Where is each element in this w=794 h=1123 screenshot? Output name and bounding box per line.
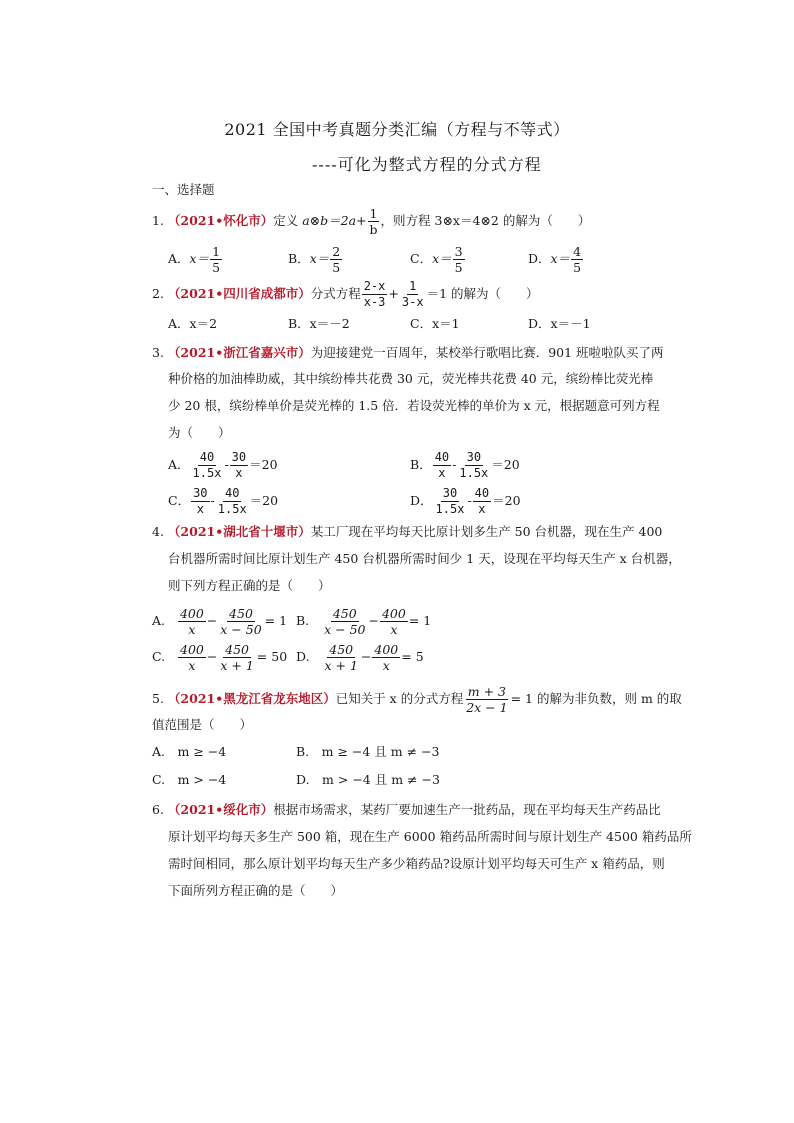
document-subtitle: ----可化为整式方程的分式方程 (312, 155, 542, 174)
question-3-line-2: 种价格的加油棒助威，其中缤纷棒共花费 30 元，荧光棒共花费 40 元，缤纷棒比荧光棒 (168, 371, 654, 386)
q4-option-b: B. $\frac{450}{x - 50}$ − $\frac{400}{x}$ = 1 (296, 606, 432, 637)
q3-option-b: B． $\frac{40}{x}$ - $\frac{30}{1.5x}$ ＝20 (410, 450, 520, 480)
question-text: ，则方程 3⊗x＝4⊗2 的解为（ ） (380, 213, 591, 228)
fraction: $\frac{2-x}{x-3}$ (363, 279, 386, 309)
q2-option-c: C．x＝1 (410, 316, 460, 331)
q4-option-a: A. $\frac{400}{x}$ − $\frac{450}{x - 50}$ = 1 (152, 606, 288, 637)
fraction: $\frac{m + 3}{2x - 1}$ (466, 684, 508, 715)
question-5-line-2: 值范围是（ ） (152, 717, 253, 732)
question-3-line-4: 为（ ） (168, 425, 231, 440)
fraction: $\frac{1}{3-x}$ (401, 279, 424, 309)
question-number: 1. (152, 213, 164, 228)
q1-option-d: D．x＝ $\frac{4}{5}$ (528, 244, 582, 275)
question-source: （2021•绥化市） (167, 802, 274, 817)
q5-option-d: D. m > −4 且 m ≠ −3 (296, 772, 440, 787)
question-5: 5. （2021•黑龙江省龙东地区）已知关于 x 的分式方程 $\frac{m + 3}{2x - 1}$ = 1 的解为非负数，则 m 的取 (152, 684, 682, 715)
question-source: （2021•湖北省十堰市） (167, 524, 311, 539)
q3-option-c: C． $\frac{30}{x}$ - $\frac{40}{1.5x}$ ＝20 (168, 486, 279, 516)
q2-option-b: B．x＝－2 (288, 316, 350, 331)
question-4-line-2: 台机器所需时间比原计划生产 450 台机器所需时间少 1 天，设现在平均每天生产 x 台机器， (168, 551, 681, 566)
question-3: 3. （2021•浙江省嘉兴市）为迎接建党一百周年，某校举行歌唱比赛．901 班啦啦队买了两 (152, 345, 664, 360)
q3-option-d: D． $\frac{30}{1.5x}$ - $\frac{40}{x}$ ＝20 (410, 486, 521, 516)
q1-option-b: B．x＝ $\frac{2}{5}$ (288, 244, 341, 275)
question-number: 6. (152, 802, 164, 817)
question-6-line-4: 下面所列方程正确的是（ ） (168, 883, 344, 898)
question-number: 5. (152, 691, 164, 706)
q2-option-a: A．x＝2 (168, 316, 218, 331)
question-number: 2. (152, 286, 164, 301)
question-source: （2021•四川省成都市） (167, 286, 311, 301)
question-number: 3. (152, 345, 164, 360)
question-6-line-3: 需时间相同，那么原计划平均每天生产多少箱药品?设原计划平均每天可生产 x 箱药品，则 (168, 856, 665, 871)
q1-option-c: C．x＝ $\frac{3}{5}$ (410, 244, 463, 275)
q2-option-d: D．x＝－1 (528, 316, 591, 331)
q1-option-a: A．x＝ $\frac{1}{5}$ (168, 244, 221, 275)
question-4-line-3: 则下列方程正确的是（ ） (168, 578, 331, 593)
document-title: 2021 全国中考真题分类汇编（方程与不等式） (224, 120, 570, 139)
question-number: 4. (152, 524, 164, 539)
q4-option-c: C. $\frac{400}{x}$ − $\frac{450}{x + 1}$ = 50 (152, 642, 288, 673)
q5-option-a: A. m ≥ −4 (152, 744, 227, 759)
question-1 (152, 206, 590, 237)
question-source: （2021•黑龙江省龙东地区） (167, 691, 336, 706)
question-source: （2021•浙江省嘉兴市） (167, 345, 311, 360)
question-3-line-3: 少 20 根，缤纷棒单价是荧光棒的 1.5 倍．若设荧光棒的单价为 x 元，根据题意可列方程 (168, 398, 660, 413)
question-source: （2021•怀化市） (167, 213, 274, 228)
question-math: a⊗b＝2a+ (302, 213, 367, 228)
question-2: 2. （2021•四川省成都市）分式方程 $\frac{2-x}{x-3}$ + $\frac{1}{3-x}$ ＝1 的解为（ ） (152, 279, 539, 309)
question-4: 4. （2021•湖北省十堰市）某工厂现在平均每天比原计划多生产 50 台机器，现在生产 400 (152, 524, 663, 539)
q4-option-d: D. $\frac{450}{x + 1}$ − $\frac{400}{x}$ = 5 (296, 642, 424, 673)
question-6: 6. （2021•绥化市）根据市场需求，某药厂要加速生产一批药品，现在平均每天生产药品比 (152, 802, 661, 817)
fraction: $\frac{1}{b}$ (369, 206, 378, 237)
question-text: 定义 (273, 213, 303, 228)
q3-option-a: A． $\frac{40}{1.5x}$ - $\frac{30}{x}$ ＝20 (168, 450, 278, 480)
q5-option-c: C. m > −4 (152, 772, 227, 787)
q5-option-b: B. m ≥ −4 且 m ≠ −3 (296, 744, 440, 759)
question-6-line-2: 原计划平均每天多生产 500 箱，现在生产 6000 箱药品所需时间与原计划生产 4500 箱药品所 (168, 829, 692, 844)
section-heading: 一、选择题 (152, 182, 215, 197)
